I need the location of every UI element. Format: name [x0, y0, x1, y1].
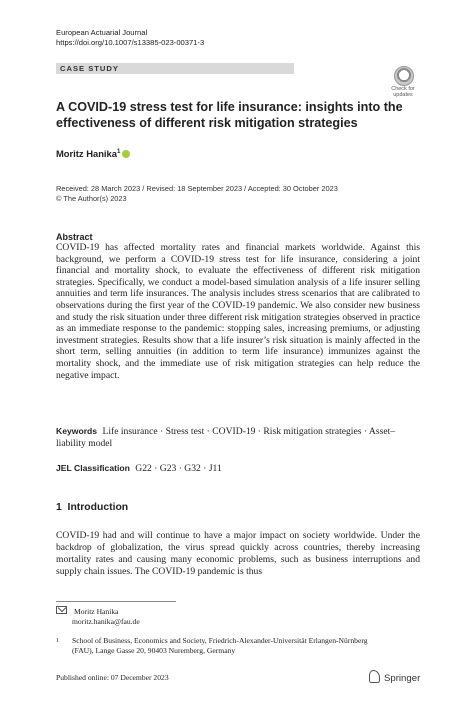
keywords-text: Life insurance · Stress test · COVID-19 · Risk mitigation strategies · Asset–liability model [56, 426, 396, 449]
journal-header [56, 28, 204, 48]
author-name[interactable]: Moritz Hanika [56, 148, 117, 159]
jel-codes: G22 · G23 · G32 · J11 [135, 463, 222, 474]
abstract-heading: Abstract [56, 232, 93, 242]
journal-name: European Actuarial Journal [56, 28, 148, 37]
contact-name: Moritz Hanika [74, 607, 119, 616]
author-line [56, 148, 130, 159]
published-date: Published online: 07 December 2023 [56, 673, 169, 682]
envelope-icon [56, 606, 67, 614]
affiliation-text: School of Business, Economics and Society, Friedrich-Alexander-Universität Erlangen-Nürnberg (FAU), Lange Gasse 20, 90403 Nuremberg, Germany [72, 636, 368, 655]
abstract-text: COVID-19 has affected mortality rates and financial markets worldwide. Against this background, we perform a COVID-19 stress test for life insurance, considering a joint financial and mortality shock, to evaluate the effectiveness of different risk mitigation strategies. Specifically, we conduct a model-based simulation analysis of a life insurer selling annuities and term life insurances. The analysis includes stress scenarios that are calibrated to observations during the first year of the COVID-19 pandemic. We also consider new business and study the risk situation under three different risk mitigation strategies observed in practice as an immediate response to the pandemic: stopping sales, increasing premiums, or adjusting investment strategies. Results show that a life insurer’s risk situation is mainly affected in the short term, selling annuities (in addition to term life insurance) immunizes against the mortality shock, and the immediate use of risk mitigation strategies can help reduce the negative impact. [56, 242, 420, 381]
footnote-divider [56, 601, 176, 602]
keywords [56, 425, 420, 450]
keywords-label: Keywords [56, 426, 98, 436]
introduction-heading: 1 Introduction [56, 502, 129, 513]
jel-label: JEL Classification [56, 463, 130, 473]
check-updates-line2: updates [393, 92, 413, 98]
copyright: © The Author(s) 2023 [56, 194, 127, 203]
affiliation [56, 636, 386, 656]
affiliation-number: 1 [56, 638, 59, 644]
contact-email[interactable]: moritz.hanika@fau.de [72, 617, 140, 626]
publisher-logo [369, 670, 420, 684]
doi-link[interactable]: https://doi.org/10.1007/s13385-023-00371-3 [56, 38, 205, 47]
introduction-text: COVID-19 had and will continue to have a major impact on society worldwide. Under the backdrop of globalization, the virus spread quickly across countries, thereby increasing mortality rates and causing many economic problems, such as business interruptions and supply chain issues. The COVID-19 pandemic is thus [56, 530, 420, 577]
check-updates-icon [394, 66, 414, 86]
orcid-icon[interactable] [122, 150, 130, 158]
article-history [56, 184, 338, 204]
jel-classification [56, 463, 222, 474]
section-label: CASE STUDY [60, 64, 119, 73]
check-updates-line1: Check for [391, 86, 415, 92]
contact-block [56, 606, 140, 627]
paper-title: A COVID-19 stress test for life insurance: insights into the effectiveness of different risk mitigation strategies [56, 100, 403, 130]
history-dates: Received: 28 March 2023 / Revised: 18 September 2023 / Accepted: 30 October 2023 [56, 184, 338, 193]
publisher-name: Springer [384, 673, 421, 684]
springer-horse-icon [369, 670, 380, 683]
author-affiliation-mark: 1 [116, 148, 121, 155]
